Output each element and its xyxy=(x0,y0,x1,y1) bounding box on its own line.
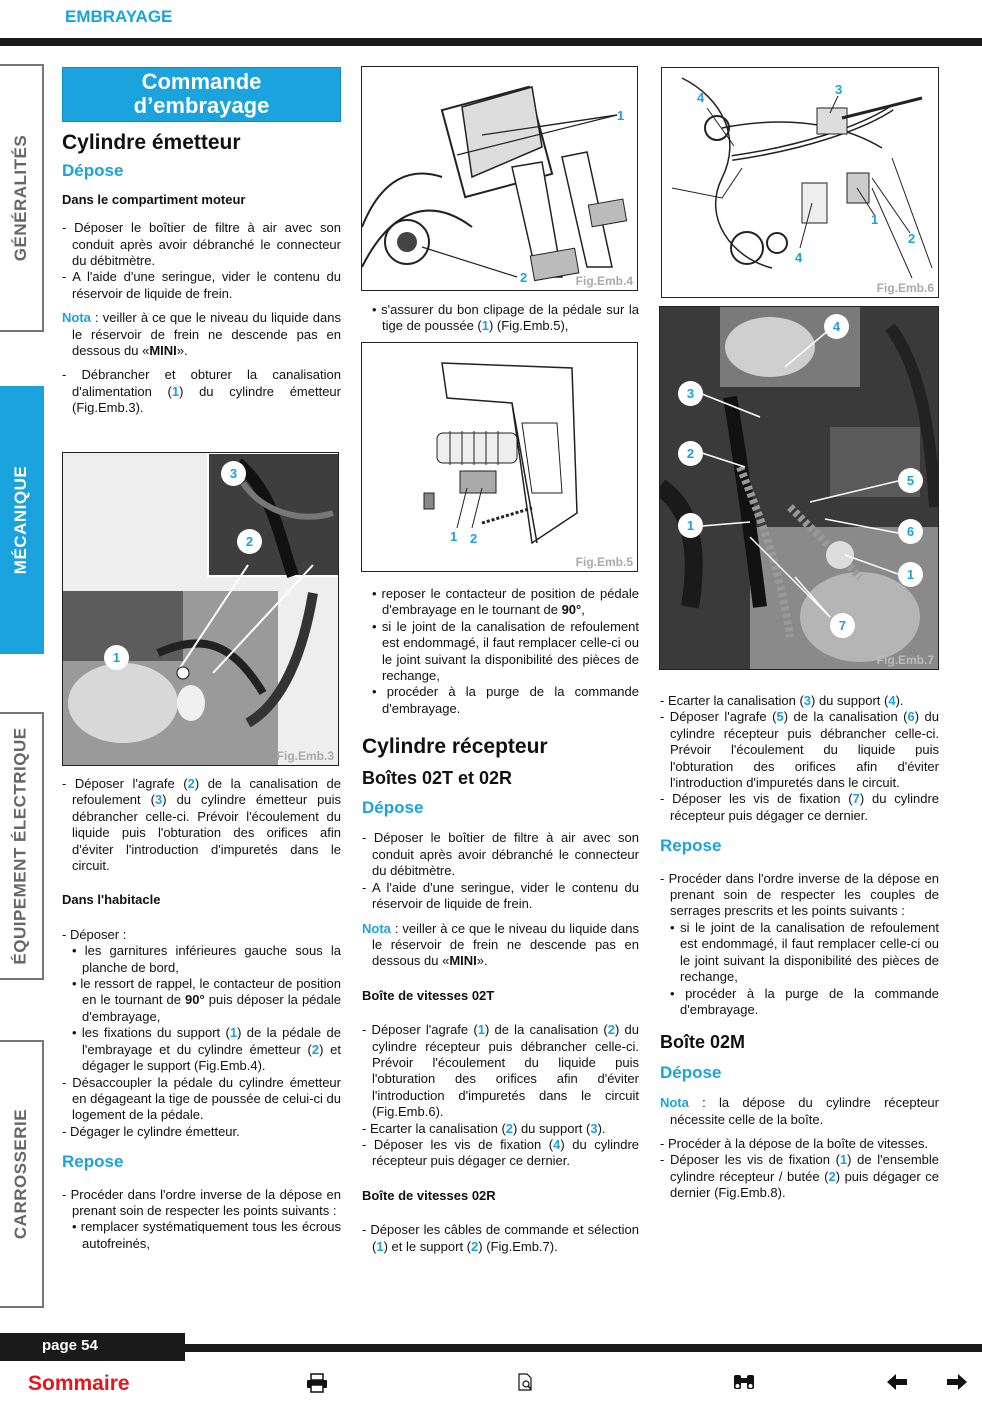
text: • le ressort de rappel, le contacteur de position en le tournant de xyxy=(72,976,341,1008)
ref-number: 3 xyxy=(155,792,163,808)
heading-02r: Boîte de vitesses 02R xyxy=(362,1187,496,1203)
text: ) (Fig.Emb.7). xyxy=(478,1238,558,1254)
text: - Déposer l'agrafe ( xyxy=(660,709,777,725)
list-subitem xyxy=(362,302,639,335)
column-1-bottom xyxy=(62,776,341,1252)
list-subitem: • procéder à la purge de la commande d'embrayage. xyxy=(670,985,939,1017)
list-subitem: • remplacer systématiquement tous les écrous autofreinés, xyxy=(72,1219,341,1251)
figure-label: Fig.Emb.7 xyxy=(876,653,934,667)
tab-generalites[interactable] xyxy=(0,64,44,332)
callout-3: 3 xyxy=(835,82,843,97)
list-subitem: • si le joint de la canalisation de refoulement est endommagé, il faut remplacer celle-ci ou le joint suivant la disponibilité des pièces de rechange, xyxy=(670,919,939,985)
text: ) du support ( xyxy=(811,693,889,708)
callout-1: 1 xyxy=(450,529,458,544)
text: - Déposer les vis de fixation ( xyxy=(362,1136,554,1152)
callout-6: 6 xyxy=(898,519,923,544)
list-item xyxy=(660,1152,939,1201)
ref-number: 2 xyxy=(607,1022,615,1038)
tab-equipement-electrique[interactable] xyxy=(0,712,44,980)
heading-compartiment: Dans le compartiment moteur xyxy=(62,191,246,207)
column-1-top xyxy=(62,67,341,417)
text: MINI xyxy=(449,953,477,969)
figure-label: Fig.Emb.3 xyxy=(276,749,334,763)
text: - Déposer les vis de fixation ( xyxy=(660,791,853,807)
callout-4: 4 xyxy=(795,250,803,265)
callout-1: 1 xyxy=(871,212,879,227)
text: ) du cylindre émetteur puis débrancher celle-ci. Prévoir l'écoulement du liquide puis l'obturation des orifices afin d'éviter l'introduction d'impuretés dans le circuit. xyxy=(72,792,342,874)
text: ». xyxy=(476,953,488,969)
text: ) de la canalisation de refoulement ( xyxy=(72,776,341,808)
column-2-a xyxy=(362,302,639,335)
text: : la dépose du cylindre récepteur nécessite celle de la boîte. xyxy=(670,1095,939,1127)
callout-1: 1 xyxy=(104,645,129,670)
heading-cylindre-emetteur: Cylindre émetteur xyxy=(62,131,241,154)
ref-number: 6 xyxy=(907,709,915,725)
list-item: - Procéder à la dépose de la boîte de vitesses. xyxy=(660,1135,929,1151)
text: ) de la canalisation ( xyxy=(783,709,908,725)
ref-number: 2 xyxy=(828,1168,836,1184)
tab-label: MÉCANIQUE xyxy=(11,465,30,575)
list-subitem xyxy=(62,976,341,1025)
top-rule xyxy=(0,38,982,46)
text: - Débrancher et obturer la canalisation d'alimentation ( xyxy=(62,367,341,399)
callout-5: 5 xyxy=(898,468,923,493)
text: ) du cylindre récepteur puis débrancher celle-ci. Prévoir l'écoulement du liquide puis l'obturation des orifices afin d'éviter l'introduction d'impuretés dans le circuit (Fig.Emb.6). xyxy=(372,1022,639,1120)
callout-4: 4 xyxy=(697,90,705,105)
heading-depose: Dépose xyxy=(660,1062,722,1082)
text: - Déposer l'agrafe ( xyxy=(62,776,188,791)
text: : veiller à ce que le niveau du liquide dans le réservoir de frein ne descende pas en dessous du « xyxy=(372,920,639,969)
callout-1: 1 xyxy=(678,513,703,538)
heading-repose: Repose xyxy=(62,1152,124,1172)
ref-number: 4 xyxy=(553,1136,561,1152)
tab-label: CARROSSERIE xyxy=(11,1108,30,1240)
list-item: - Procéder dans l'ordre inverse de la dépose en prenant soin de respecter les couples de serrages prescrits et les points suivants : xyxy=(660,870,939,919)
list-subitem: • si le joint de la canalisation de refoulement est endommagé, il faut remplacer celle-ci ou le joint suivant la disponibilité des pièces de rechange, xyxy=(372,618,639,684)
callout-2: 2 xyxy=(470,531,478,546)
list-item xyxy=(660,709,939,791)
list-item xyxy=(362,1222,639,1255)
ref-number: 1 xyxy=(229,1025,238,1041)
title-line: Commande xyxy=(141,69,262,94)
callout-2: 2 xyxy=(520,270,528,285)
ref-number: 7 xyxy=(852,791,860,807)
ref-number: 1 xyxy=(477,1022,485,1038)
document-icon[interactable] xyxy=(517,1373,533,1397)
text: MINI xyxy=(149,343,177,359)
text: ). xyxy=(895,693,904,708)
ref-number: 2 xyxy=(311,1041,320,1057)
text: • s'assurer du bon clipage de la pédale sur la tige de poussée ( xyxy=(372,302,639,334)
callout-2: 2 xyxy=(908,231,916,246)
list-item: - A l'aide d'une seringue, vider le contenu du réservoir de liquide de frein. xyxy=(362,879,639,912)
text: ) du support ( xyxy=(513,1120,591,1136)
list-subitem xyxy=(362,586,639,619)
list-item: - Déposer le boîtier de filtre à air avec son conduit après avoir débranché le connecteur du débitmètre. xyxy=(62,220,341,269)
tab-label: ÉQUIPEMENT ÉLECTRIQUE xyxy=(11,727,30,965)
ref-number: 1 xyxy=(481,318,489,334)
figure-emb-6 xyxy=(661,67,939,298)
ref-number: 4 xyxy=(888,693,896,708)
text: ) du cylindre émetteur (Fig.Emb.3). xyxy=(72,383,341,416)
callout-2: 2 xyxy=(678,441,703,466)
ref-number: 2 xyxy=(505,1120,514,1136)
figure-label: Fig.Emb.4 xyxy=(575,274,633,288)
list-item: - Déposer : xyxy=(62,926,127,942)
callout-7: 7 xyxy=(830,613,855,638)
text: ) (Fig.Emb.5), xyxy=(488,318,569,334)
list-item xyxy=(362,1121,639,1137)
ref-number: 2 xyxy=(471,1238,479,1254)
list-item xyxy=(660,791,939,824)
text: • les fixations du support ( xyxy=(72,1025,230,1041)
tab-carrosserie[interactable] xyxy=(0,1040,44,1308)
note xyxy=(362,921,639,970)
engine-photo-illustration xyxy=(63,453,339,766)
figure-emb-4 xyxy=(361,66,638,291)
ref-number: 2 xyxy=(187,776,195,791)
heading-depose: Dépose xyxy=(362,798,424,818)
tab-mecanique[interactable] xyxy=(0,386,44,654)
heading-repose: Repose xyxy=(660,836,722,856)
nota-label: Nota xyxy=(362,920,391,936)
gearbox-photo-illustration xyxy=(660,307,939,670)
pedal-pushrod-drawing xyxy=(362,343,638,572)
sommaire-link[interactable]: Sommaire xyxy=(28,1372,130,1395)
callout-2: 2 xyxy=(237,529,262,554)
arrow-right-icon[interactable] xyxy=(946,1373,968,1397)
text: : veiller à ce que le niveau du liquide dans le réservoir de frein ne descende pas en dessous du « xyxy=(72,310,341,359)
list-item xyxy=(62,367,341,416)
callout-3: 3 xyxy=(221,461,246,486)
ref-number: 1 xyxy=(839,1152,848,1168)
callout-1: 1 xyxy=(898,562,923,587)
binoculars-icon[interactable] xyxy=(732,1373,756,1397)
list-item xyxy=(660,693,939,709)
nota-label: Nota xyxy=(660,1095,689,1111)
heading-depose: Dépose xyxy=(62,161,124,181)
figure-label: Fig.Emb.5 xyxy=(575,555,633,569)
list-subitem: • les garnitures inférieures gauche sous la planche de bord, xyxy=(72,943,341,975)
nota-label: Nota xyxy=(62,310,91,326)
note xyxy=(62,310,341,359)
text: - Déposer les câbles de commande et sélection ( xyxy=(362,1222,639,1254)
text: • reposer le contacteur de position de pédale d'embrayage en le tournant de xyxy=(372,586,639,618)
list-subitem: • procéder à la purge de la commande d'embrayage. xyxy=(372,684,639,716)
text: ) du cylindre récepteur puis débrancher celle-ci. Prévoir l'écoulement du liquide puis l'obturation des orifices afin d'éviter l'introduction d'impuretés dans le circuit. xyxy=(670,709,939,791)
text: - Déposer les vis de fixation ( xyxy=(660,1152,840,1168)
text: ». xyxy=(176,343,188,359)
heading-boite-02m: Boîte 02M xyxy=(660,1032,746,1053)
tab-label: GÉNÉRALITÉS xyxy=(11,134,30,262)
text: ) de l'ensemble cylindre récepteur / butée ( xyxy=(670,1152,940,1184)
list-item xyxy=(362,1137,639,1170)
ref-number: 5 xyxy=(776,709,784,725)
text: 90° xyxy=(561,602,582,618)
list-item: - Procéder dans l'ordre inverse de la dépose en prenant soin de respecter les points suivants : xyxy=(62,1186,341,1218)
figure-emb-3 xyxy=(62,452,339,766)
list-item: - Dégager le cylindre émetteur. xyxy=(62,1123,240,1139)
text: ) et dégager le support (Fig.Emb.4). xyxy=(82,1041,341,1074)
text: ) du cylindre récepteur puis dégager ce dernier. xyxy=(372,1136,639,1169)
pedal-assembly-drawing xyxy=(362,67,638,291)
heading-cylindre-recepteur: Cylindre récepteur xyxy=(362,735,548,759)
callout-1: 1 xyxy=(617,108,625,123)
note xyxy=(660,1095,939,1128)
arrow-left-icon[interactable] xyxy=(886,1373,908,1397)
text: 90° xyxy=(185,992,205,1008)
heading-02t: Boîte de vitesses 02T xyxy=(362,987,495,1003)
title-line: d’embrayage xyxy=(133,93,270,118)
figure-emb-7 xyxy=(659,306,939,670)
section-header: EMBRAYAGE xyxy=(65,7,173,26)
text: ) de la canalisation ( xyxy=(484,1022,608,1038)
callout-3: 3 xyxy=(678,381,703,406)
list-item xyxy=(62,776,341,874)
text: ) de la pédale de l'embrayage et du cylindre émetteur ( xyxy=(82,1025,341,1057)
page-number: page 54 xyxy=(0,1333,185,1361)
ref-number: 3 xyxy=(803,693,812,708)
page-title xyxy=(62,67,341,122)
ref-number: 3 xyxy=(590,1120,598,1136)
heading-boites: Boîtes 02T et 02R xyxy=(362,767,513,788)
text: - Ecarter la canalisation ( xyxy=(362,1120,506,1136)
figure-label: Fig.Emb.6 xyxy=(876,281,934,295)
text: ). xyxy=(597,1120,606,1136)
text: - Déposer l'agrafe ( xyxy=(362,1022,478,1038)
bottom-rule xyxy=(185,1344,982,1352)
column-3 xyxy=(660,693,939,1202)
figure-emb-5 xyxy=(361,342,638,572)
text: puis déposer la pédale d'embrayage, xyxy=(82,992,341,1024)
column-2-b xyxy=(362,586,639,1255)
list-item: - Désaccoupler la pédale du cylindre émetteur en dégageant la tige de poussée de celui-ci du logement de la pédale. xyxy=(62,1074,341,1123)
list-item: - Déposer le boîtier de filtre à air avec son conduit après avoir débranché le connecteur du débitmètre. xyxy=(362,830,639,879)
printer-icon[interactable] xyxy=(306,1373,328,1399)
text: ) du cylindre récepteur puis dégager ce dernier. xyxy=(670,791,939,823)
callout-4: 4 xyxy=(824,314,849,339)
text: , xyxy=(581,602,585,618)
text: ) puis dégager ce dernier (Fig.Emb.8). xyxy=(670,1168,939,1201)
ref-number: 1 xyxy=(376,1238,384,1254)
list-item xyxy=(362,1022,639,1120)
text: ) et le support ( xyxy=(383,1238,472,1254)
heading-habitacle: Dans l'habitacle xyxy=(62,892,161,908)
text: - Ecarter la canalisation ( xyxy=(660,693,804,708)
ref-number: 1 xyxy=(171,383,180,399)
list-item: - A l'aide d'une seringue, vider le contenu du réservoir de liquide de frein. xyxy=(62,269,341,301)
list-subitem xyxy=(62,1025,341,1074)
